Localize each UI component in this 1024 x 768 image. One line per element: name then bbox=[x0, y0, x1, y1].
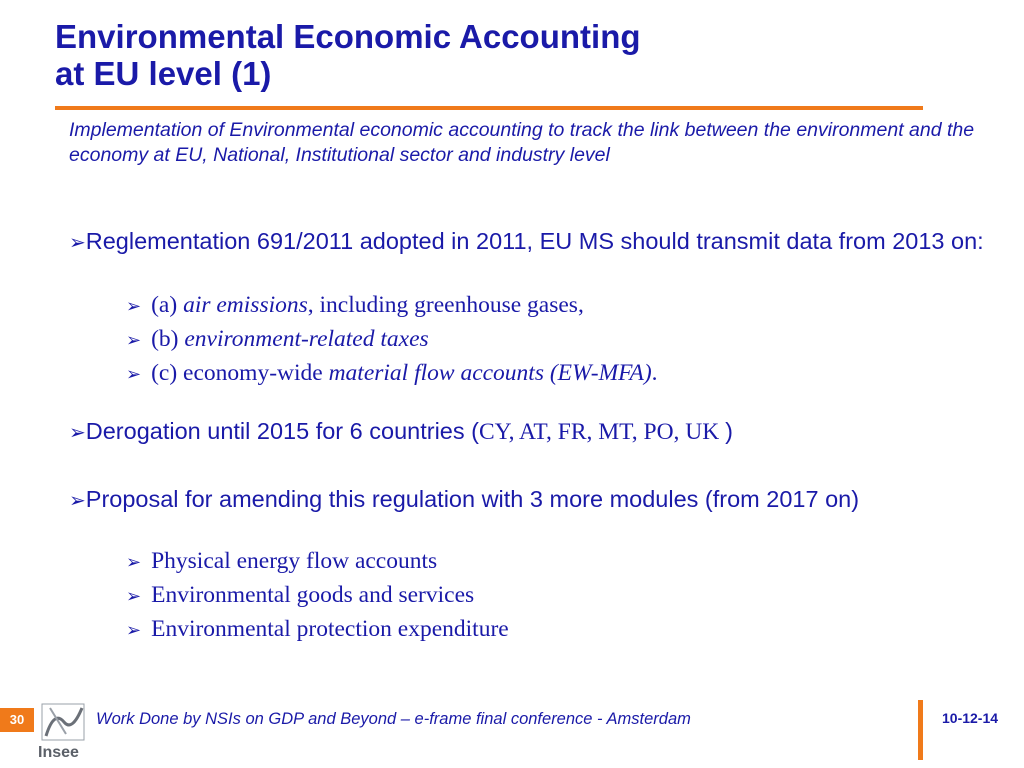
insee-logo bbox=[36, 700, 92, 762]
footer-divider bbox=[918, 700, 923, 760]
arrow-bullet-icon: ➢ bbox=[126, 552, 142, 573]
footer-caption: Work Done by NSIs on GDP and Beyond – e-frame final conference - Amsterdam bbox=[96, 710, 691, 728]
slide-title bbox=[55, 18, 935, 92]
title-line-2: at EU level (1) bbox=[55, 55, 272, 92]
title-underline bbox=[55, 106, 923, 110]
arrow-bullet-icon: ➢ bbox=[69, 420, 86, 444]
sub-item-air-emissions: ➢ (a) air emissions, including greenhouse gases, bbox=[126, 292, 584, 318]
logo-text: Insee bbox=[38, 744, 79, 761]
sub-item-material-flow: ➢ (c) economy-wide material flow accounts (EW-MFA). bbox=[126, 360, 658, 386]
sub-item-environment-taxes: ➢ (b) environment-related taxes bbox=[126, 326, 429, 352]
slide-subtitle: Implementation of Environmental economic accounting to track the link between the environment and the economy at EU, National, Institutional sector and industry level bbox=[69, 119, 975, 166]
bullet-derogation: ➢Derogation until 2015 for 6 countries (CY, AT, FR, MT, PO, UK ) bbox=[69, 418, 733, 445]
footer-date: 10-12-14 bbox=[942, 710, 999, 726]
page-number: 30 bbox=[0, 708, 34, 732]
arrow-bullet-icon: ➢ bbox=[126, 330, 142, 351]
arrow-bullet-icon: ➢ bbox=[126, 586, 142, 607]
arrow-bullet-icon: ➢ bbox=[126, 296, 142, 317]
arrow-bullet-icon: ➢ bbox=[69, 230, 86, 254]
bullet-proposal: ➢Proposal for amending this regulation with 3 more modules (from 2017 on) bbox=[69, 486, 860, 512]
bullet-text: Reglementation 691/2011 adopted in 2011, EU MS should transmit data from 2013 on: bbox=[85, 228, 984, 254]
title-line-1: Environmental Economic Accounting bbox=[55, 18, 641, 55]
sub-item-goods-services: ➢ Environmental goods and services bbox=[126, 582, 475, 608]
arrow-bullet-icon: ➢ bbox=[69, 488, 86, 512]
arrow-bullet-icon: ➢ bbox=[126, 364, 142, 385]
sub-list-proposal bbox=[126, 544, 509, 646]
sub-list-reglementation bbox=[126, 288, 658, 390]
sub-item-protection-expenditure: ➢ Environmental protection expenditure bbox=[126, 616, 509, 642]
bullet-reglementation bbox=[69, 228, 989, 256]
country-list: CY, AT, FR, MT, PO, UK bbox=[478, 419, 726, 445]
sub-item-energy-flow: ➢ Physical energy flow accounts bbox=[126, 548, 438, 574]
arrow-bullet-icon: ➢ bbox=[126, 620, 142, 641]
